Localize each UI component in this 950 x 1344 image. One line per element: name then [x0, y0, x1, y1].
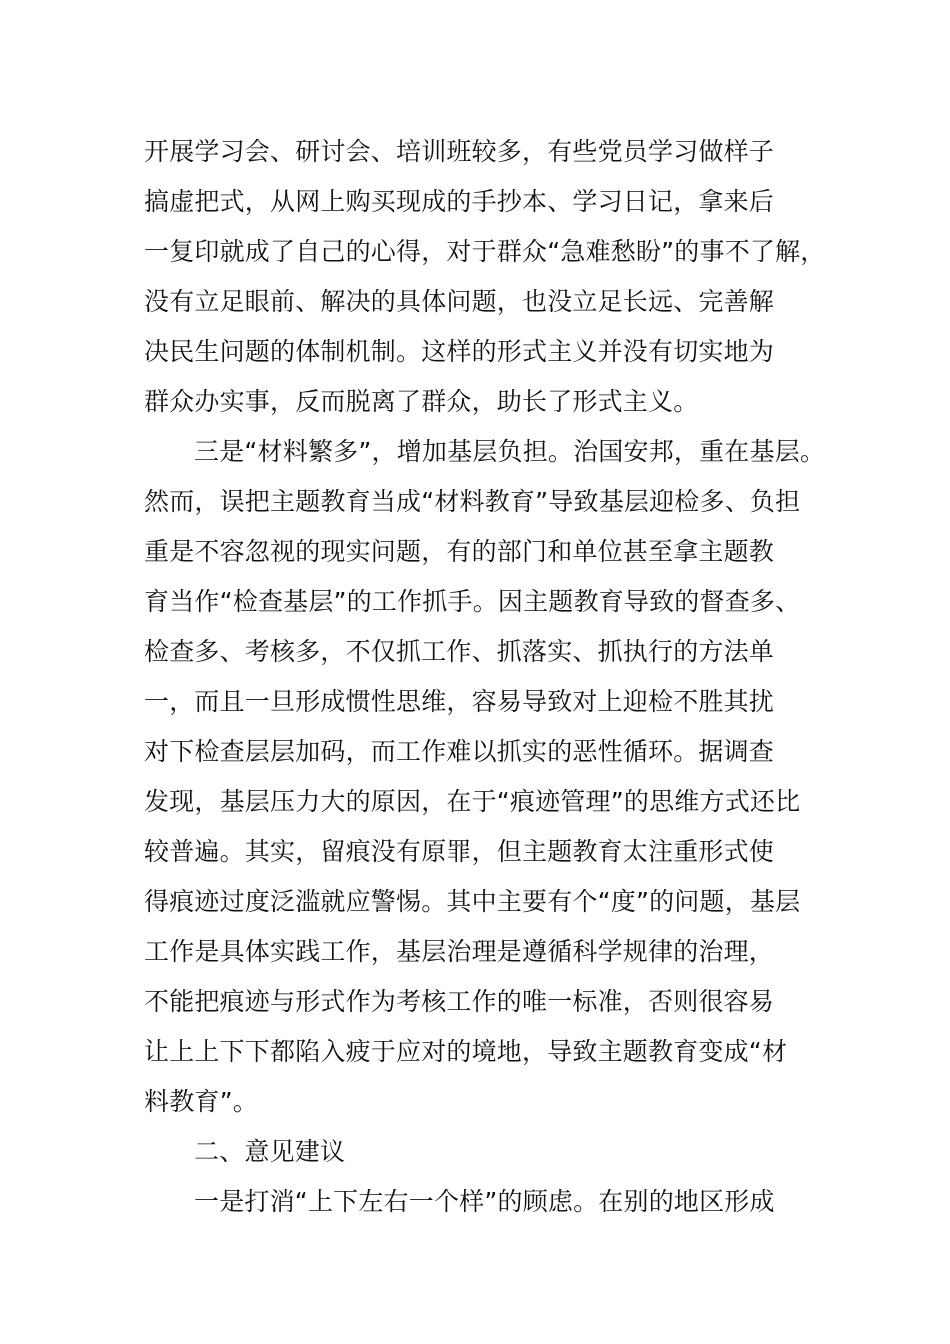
text-line-9: 重是不容忽视的现实问题，有的部门和单位甚至拿主题教: [144, 537, 775, 566]
text-line-11: 检查多、考核多，不仅抓工作、抓落实、抓执行的方法单: [144, 637, 775, 666]
text-line-5: 决民生问题的体制机制。这样的形式主义并没有切实地为: [144, 337, 775, 366]
text-line-17: 工作是具体实践工作，基层治理是遵循科学规律的治理，: [144, 937, 775, 966]
text-line-12: 一，而且一旦形成惯性思维，容易导致对上迎检不胜其扰: [144, 687, 775, 716]
paragraph-start-line: 三是“材料繁多”，增加基层负担。治国安邦，重在基层。: [194, 437, 826, 466]
text-line-6: 群众办实事，反而脱离了群众，助长了形式主义。: [144, 387, 699, 416]
paragraph-start-line-2: 一是打消“上下左右一个样”的顾虑。在别的地区形成: [194, 1187, 775, 1216]
text-line-10: 育当作“检查基层”的工作抓手。因主题教育导致的督查多、: [144, 587, 801, 616]
text-line-16: 得痕迹过度泛滥就应警惕。其中主要有个“度”的问题，基层: [144, 887, 801, 916]
text-line-8: 然而，误把主题教育当成“材料教育”导致基层迎检多、负担: [144, 487, 801, 516]
text-line-19: 让上上下下都陷入疲于应对的境地，导致主题教育变成“材: [144, 1037, 788, 1066]
text-line-2: 搞虚把式，从网上购买现成的手抄本、学习日记，拿来后: [144, 187, 775, 216]
text-line-4: 没有立足眼前、解决的具体问题，也没立足长远、完善解: [144, 287, 775, 316]
section-heading: 二、意见建议: [194, 1137, 346, 1166]
text-line-18: 不能把痕迹与形式作为考核工作的唯一标准，否则很容易: [144, 987, 775, 1016]
text-line-14: 发现，基层压力大的原因，在于“痕迹管理”的思维方式还比: [144, 787, 801, 816]
text-line-15: 较普遍。其实，留痕没有原罪，但主题教育太注重形式使: [144, 837, 775, 866]
text-line-20: 料教育”。: [144, 1087, 258, 1116]
text-line-3: 一复印就成了自己的心得，对于群众“急难愁盼”的事不了解，: [144, 237, 826, 266]
text-line-13: 对下检查层层加码，而工作难以抓实的恶性循环。据调查: [144, 737, 775, 766]
text-line-1: 开展学习会、研讨会、培训班较多，有些党员学习做样子: [144, 137, 775, 166]
